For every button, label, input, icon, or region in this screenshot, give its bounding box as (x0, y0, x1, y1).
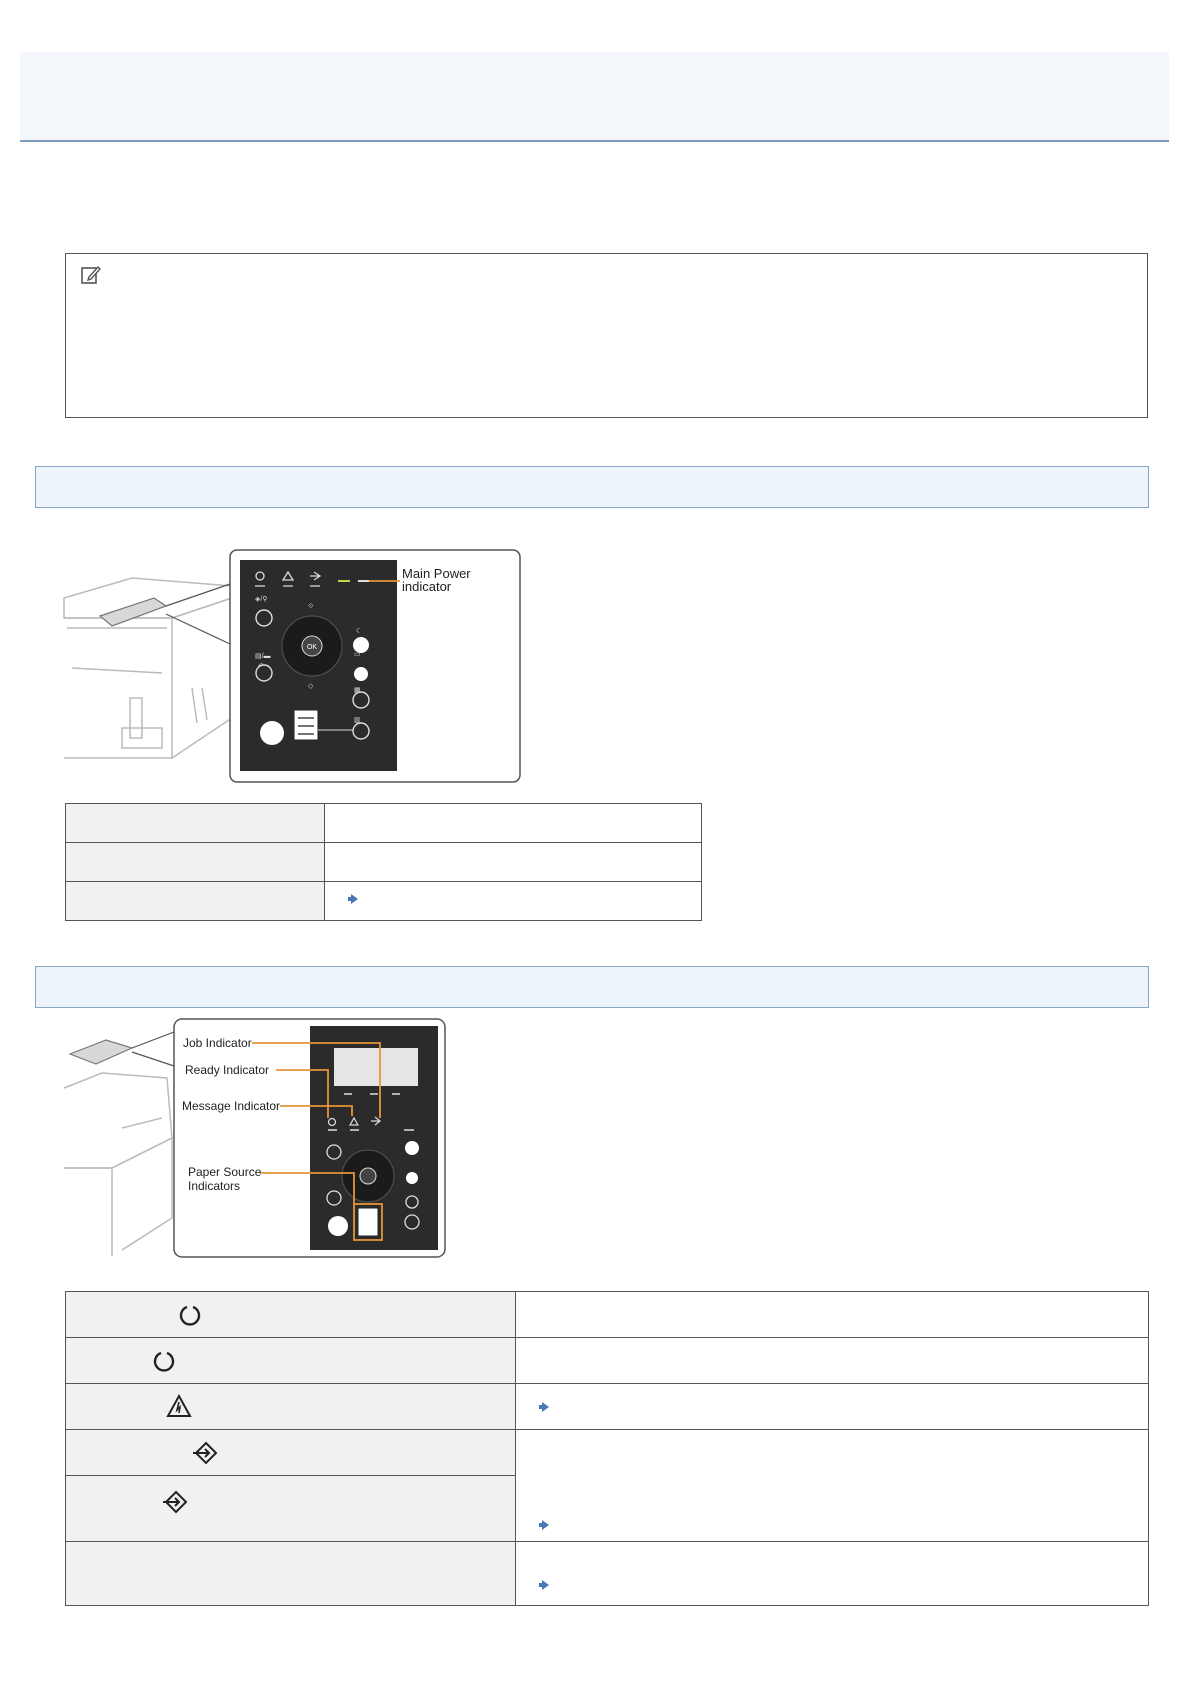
table-cell (325, 804, 702, 843)
table-header-cell (66, 804, 325, 843)
callout-job-indicator: Job Indicator (183, 1036, 252, 1050)
svg-text:▥: ▥ (354, 717, 361, 724)
table-cell (325, 843, 702, 882)
callout-paper-source-line2: Indicators (188, 1179, 241, 1193)
table-cell (516, 1542, 1149, 1606)
svg-text:☾: ☾ (356, 628, 363, 635)
printer-mini-panel (70, 1040, 132, 1064)
table-main-power (65, 803, 702, 921)
table-indicators (65, 1291, 1149, 1606)
table-cell (516, 1292, 1149, 1338)
callout-paper-source-line1: Paper Source (188, 1165, 262, 1179)
table-cell (325, 882, 702, 921)
table-header-cell (66, 1430, 516, 1476)
printer-illustration (64, 1073, 172, 1256)
svg-text:▤/▬: ▤/▬ (255, 653, 271, 660)
ready-icon (152, 1349, 176, 1373)
svg-text:▦: ▦ (354, 687, 361, 694)
lcd-display (334, 1048, 418, 1086)
panel-button (353, 692, 369, 708)
table-header-cell (66, 1542, 516, 1606)
table-header-cell (66, 1292, 516, 1338)
warning-icon (166, 1394, 192, 1418)
callout-message-indicator: Message Indicator (182, 1099, 281, 1113)
callout-main-power-line2: indicator (402, 579, 452, 594)
table-row (66, 882, 702, 921)
link-arrow-icon[interactable] (351, 894, 358, 904)
table-header-cell (66, 882, 325, 921)
table-row (66, 1384, 1149, 1430)
table-cell (516, 1338, 1149, 1384)
reset-button (260, 721, 284, 745)
table-row (66, 843, 702, 882)
paper-source-indicator (294, 710, 318, 740)
table-cell (516, 1430, 1149, 1542)
table-header-cell (66, 1476, 516, 1542)
svg-text:⟐: ⟐ (308, 603, 314, 610)
svg-text:◇: ◇ (308, 683, 314, 690)
section-heading-bar-1 (35, 466, 1149, 508)
table-row (66, 1430, 1149, 1476)
table-row (66, 1338, 1149, 1384)
note-box (65, 253, 1148, 418)
svg-text:↶: ↶ (258, 663, 264, 670)
callout-main-power-line1: Main Power (402, 566, 471, 581)
table-row (66, 804, 702, 843)
link-arrow-icon[interactable] (542, 1402, 549, 1412)
figure-main-power-indicator (62, 548, 522, 784)
job-icon (162, 1490, 188, 1514)
section-heading-bar-2 (35, 966, 1149, 1008)
table-header-cell (66, 843, 325, 882)
svg-text:◈/⚲: ◈/⚲ (255, 596, 268, 603)
link-arrow-icon[interactable] (542, 1520, 549, 1530)
note-pencil-icon (80, 264, 102, 286)
id-button (354, 667, 368, 681)
ok-button (360, 1168, 376, 1184)
table-cell (516, 1384, 1149, 1430)
job-icon (192, 1441, 218, 1465)
table-header-cell (66, 1384, 516, 1430)
svg-text:OK: OK (306, 644, 318, 651)
link-arrow-icon[interactable] (542, 1580, 549, 1590)
panel-button (353, 723, 369, 739)
page-header-band (20, 52, 1169, 142)
svg-text:▭: ▭ (354, 651, 361, 658)
callout-ready-indicator: Ready Indicator (185, 1063, 270, 1077)
table-row (66, 1292, 1149, 1338)
printer-mini-panel (100, 598, 166, 626)
figure-panel-indicators (62, 1018, 447, 1260)
table-row (66, 1542, 1149, 1606)
ready-icon (178, 1303, 202, 1327)
paper-source-indicator (358, 1208, 378, 1236)
table-header-cell (66, 1338, 516, 1384)
reset-button (328, 1216, 348, 1236)
panel-button (256, 610, 272, 626)
